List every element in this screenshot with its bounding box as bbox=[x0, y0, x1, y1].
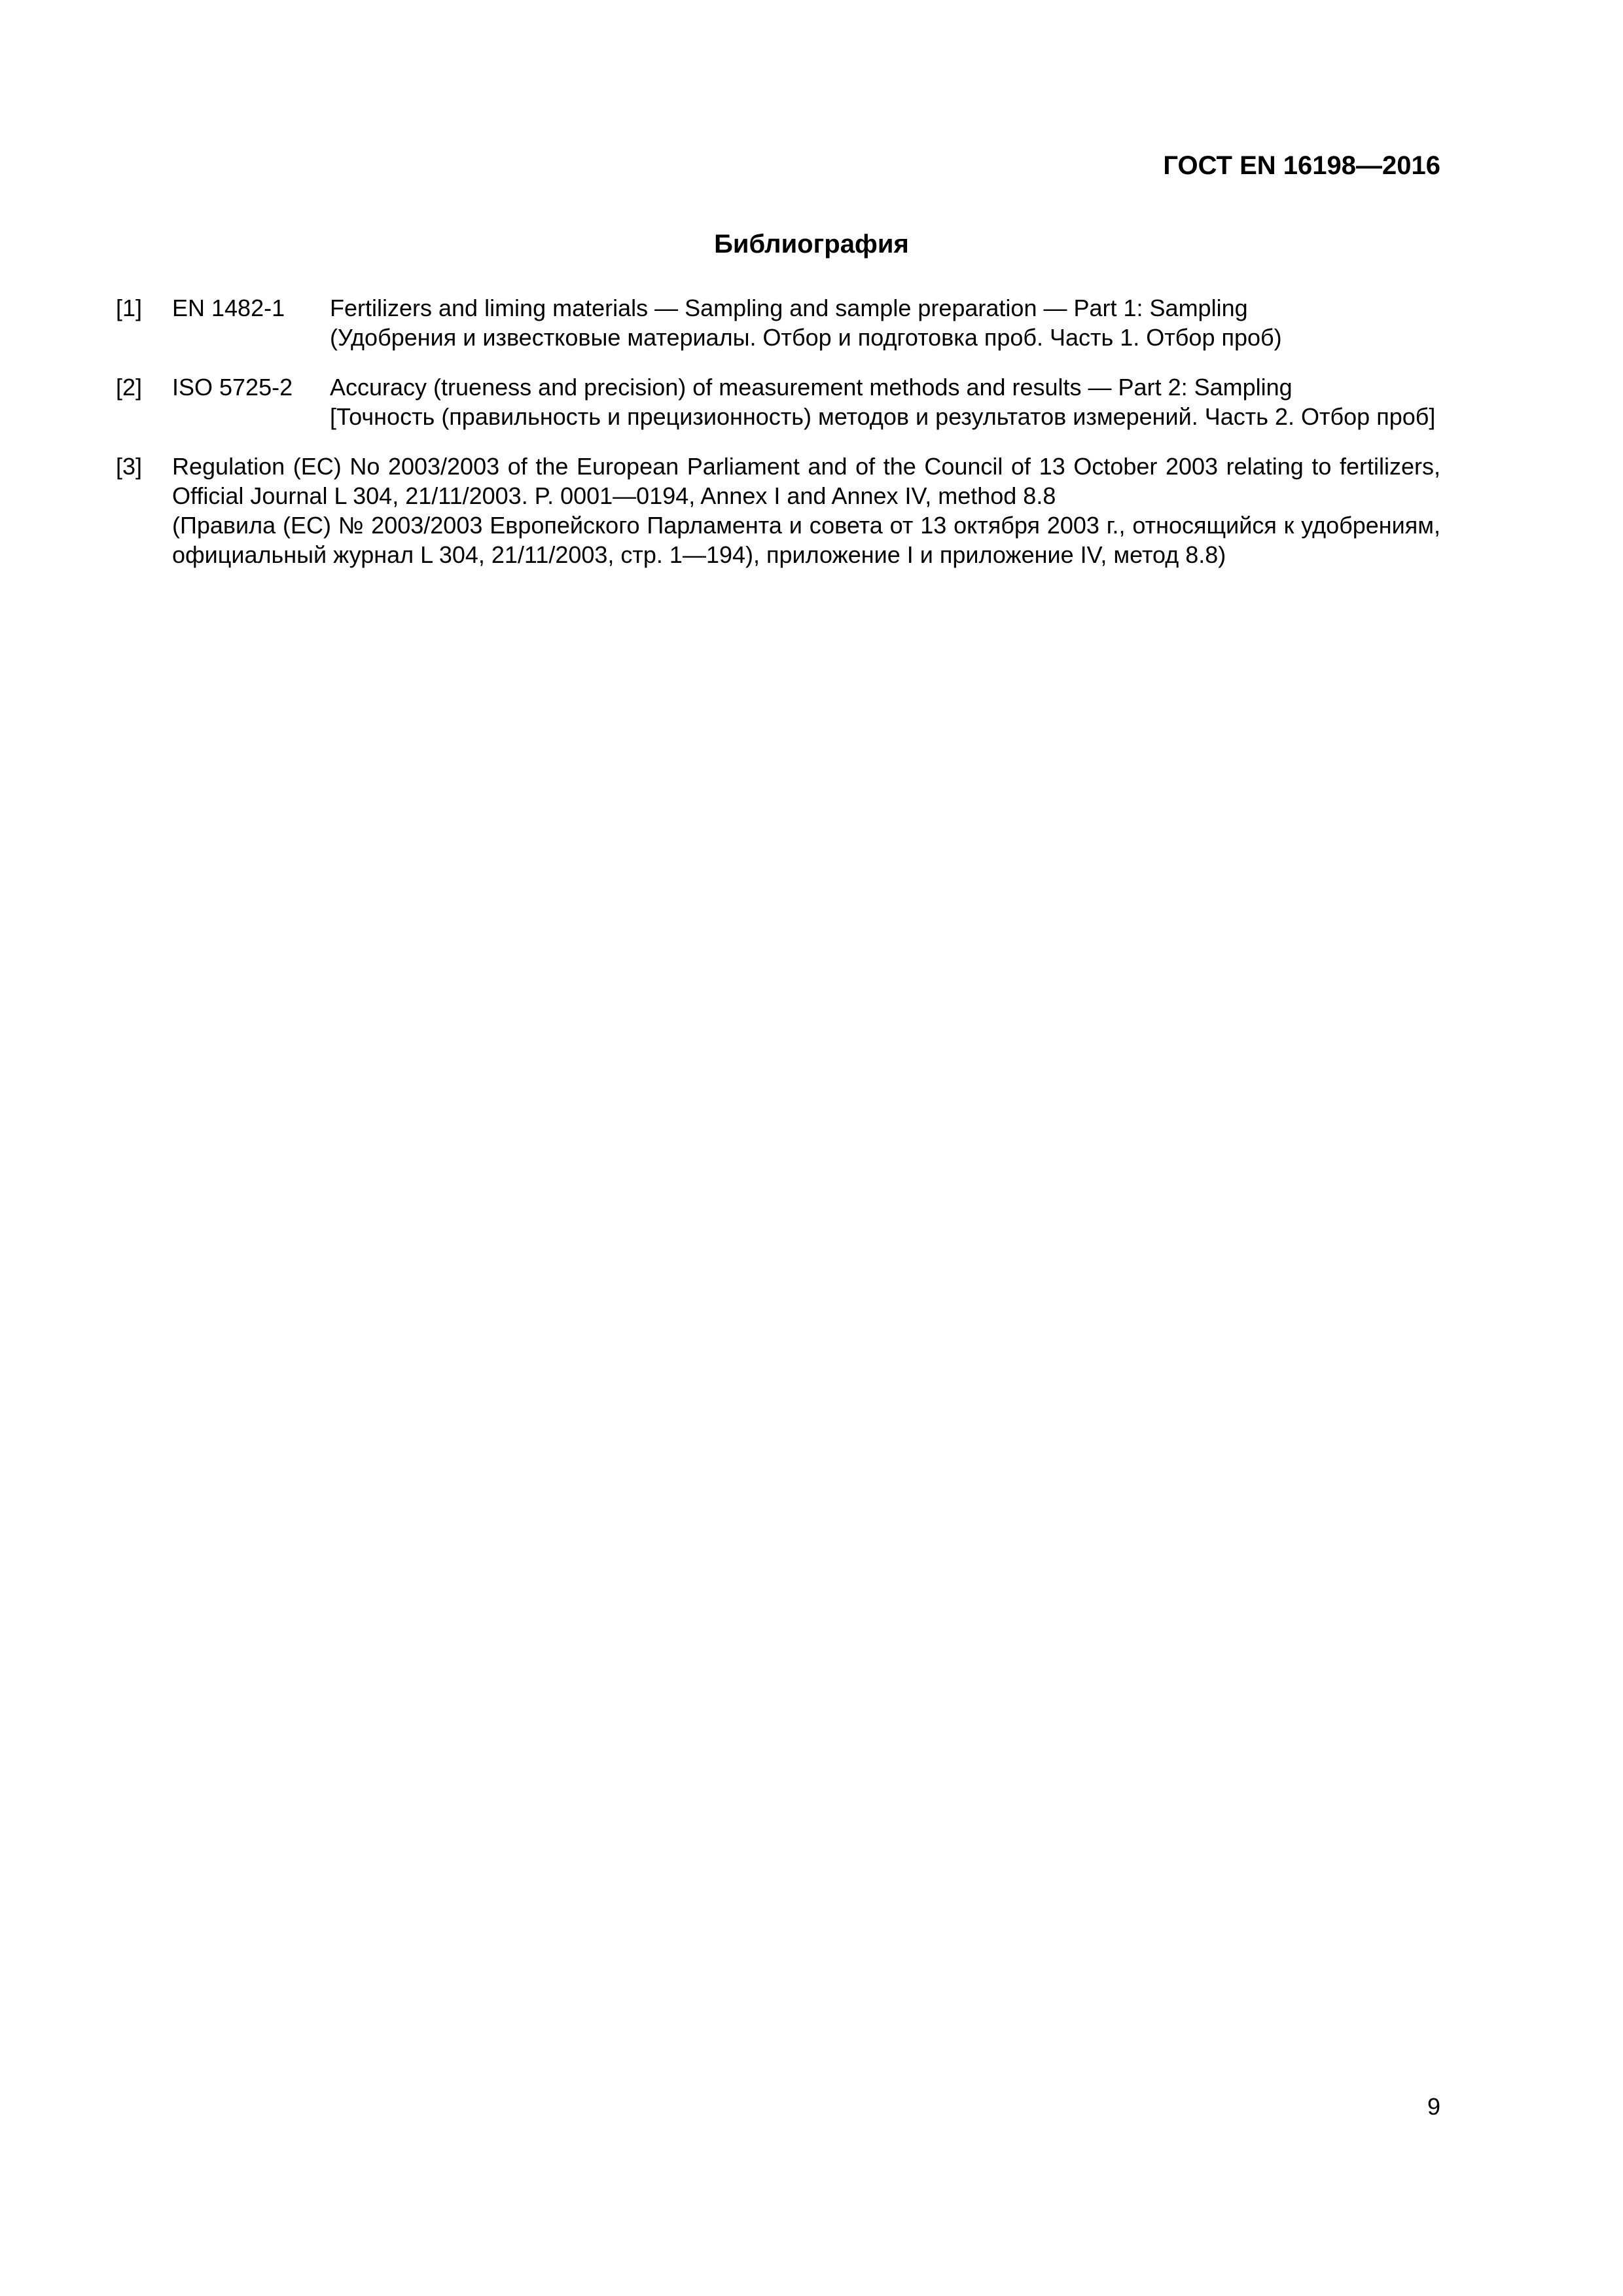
entry-title-en: Accuracy (trueness and precision) of measurement methods and results — Part 2: Sampling bbox=[330, 374, 1293, 401]
entry-title-ru: [Точность (правильность и прецизионность) методов и результатов измерений. Часть 2. Отбор проб] bbox=[330, 403, 1436, 430]
bibliography-entry-3 bbox=[116, 452, 1440, 569]
entry-text bbox=[330, 293, 1440, 352]
entry-number: [3] bbox=[116, 453, 143, 480]
entry-number: [1] bbox=[116, 295, 143, 321]
bibliography-title: Библиография bbox=[714, 230, 909, 259]
entry-text bbox=[330, 372, 1440, 431]
entry-text bbox=[172, 452, 1440, 569]
bibliography-list bbox=[116, 293, 1440, 590]
entry-standard-code: ISO 5725-2 bbox=[172, 374, 293, 401]
entry-title-ru: (Правила (ЕС) № 2003/2003 Европейского Парламента и совета от 13 октября 2003 г., относящийся к удобрениям, официальный журнал L 304, 21/11/2003, стр. 1—194), приложение I и приложение IV, метод 8.8) bbox=[172, 512, 1440, 568]
entry-number: [2] bbox=[116, 374, 143, 401]
document-code: ГОСТ EN 16198—2016 bbox=[1163, 151, 1440, 180]
page-number: 9 bbox=[1427, 2093, 1440, 2120]
bibliography-entry-2 bbox=[116, 372, 1440, 431]
entry-title-ru: (Удобрения и известковые материалы. Отбор и подготовка проб. Часть 1. Отбор проб) bbox=[330, 324, 1282, 351]
entry-title-en: Regulation (EC) No 2003/2003 of the European Parliament and of the Council of 13 October 2003 relating to fertilizers, Official Journal L 304, 21/11/2003. P. 0001—0194, Annex I and Annex IV, method 8.8 bbox=[172, 453, 1440, 509]
entry-title-en: Fertilizers and liming materials — Sampling and sample preparation — Part 1: Sampling bbox=[330, 295, 1248, 321]
entry-standard-code: EN 1482-1 bbox=[172, 295, 285, 321]
bibliography-entry-1 bbox=[116, 293, 1440, 352]
